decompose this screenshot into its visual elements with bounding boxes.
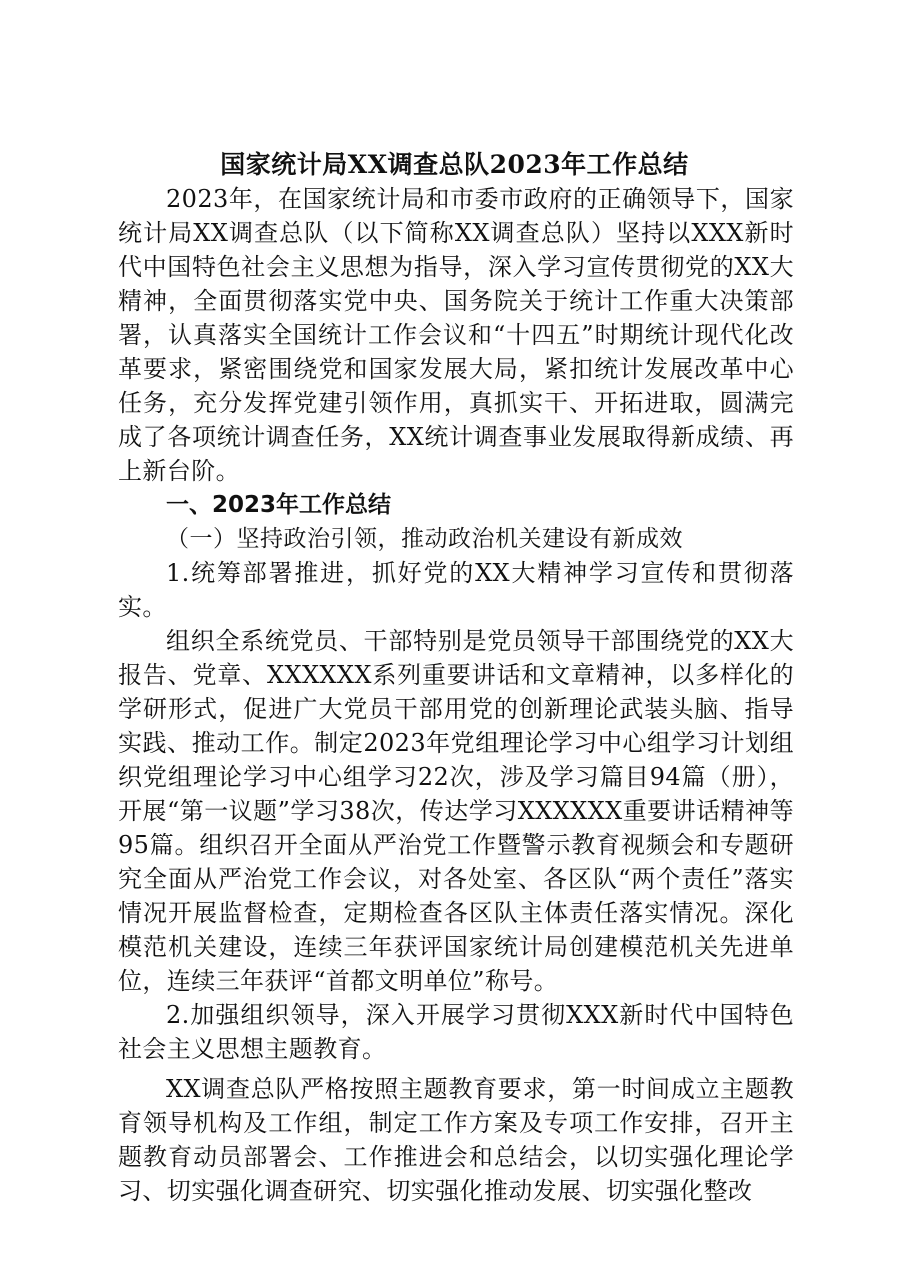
- subsection-heading-1: （一）坚持政治引领，推动政治机关建设有新成效: [166, 526, 683, 552]
- intro-paragraph: 2023年，在国家统计局和市委市政府的正确领导下，国家统计局XX调查总队（以下简称XX调查总队）坚持以XXX新时代中国特色社会主义思想为指导，深入学习宣传贯彻党的XX大精神，全面贯彻落实党中央、国务院关于统计工作重大决策部署，认真落实全国统计工作会议和“十四五”时期统计现代化改革要求，紧密围绕党和国家发展大局，紧扣统计发展改革中心任务，充分发挥党建引领作用，真抓实干、开拓进取，圆满完成了各项统计调查任务，XX统计调查事业发展取得新成绩、再上新台阶。: [118, 185, 794, 485]
- document-body: [118, 182, 794, 1208]
- document-title: 国家统计局XX调查总队2023年工作总结: [220, 150, 689, 179]
- item-heading-1: 1.统筹部署推进，抓好党的XX大精神学习宣传和贯彻落实。: [118, 559, 794, 621]
- item-heading-2: 2.加强组织领导，深入开展学习贯彻XXX新时代中国特色社会主义思想主题教育。: [118, 1001, 794, 1063]
- item-body-2: XX调查总队严格按照主题教育要求，第一时间成立主题教育领导机构及工作组，制定工作方案及专项工作安排，召开主题教育动员部署会、工作推进会和总结会，以切实强化理论学习、切实强化调查研究、切实强化推动发展、切实强化整改: [118, 1075, 794, 1205]
- section-heading-1: 一、2023年工作总结: [166, 492, 392, 518]
- item-body-1: 组织全系统党员、干部特别是党员领导干部围绕党的XX大报告、党章、XXXXXX系列重要讲话和文章精神，以多样化的学研形式，促进广大党员干部用党的创新理论武装头脑、指导实践、推动工作。制定2023年党组理论学习中心组学习计划组织党组理论学习中心组学习22次，涉及学习篇目94篇（册），开展“第一议题”学习38次，传达学习XXXXXX重要讲话精神等95篇。组织召开全面从严治党工作暨警示教育视频会和专题研究全面从严治党工作会议，对各处室、各区队“两个责任”落实情况开展监督检查，定期检查各区队主体责任落实情况。深化模范机关建设，连续三年获评国家统计局创建模范机关先进单位，连续三年获评“首都文明单位”称号。: [118, 627, 794, 995]
